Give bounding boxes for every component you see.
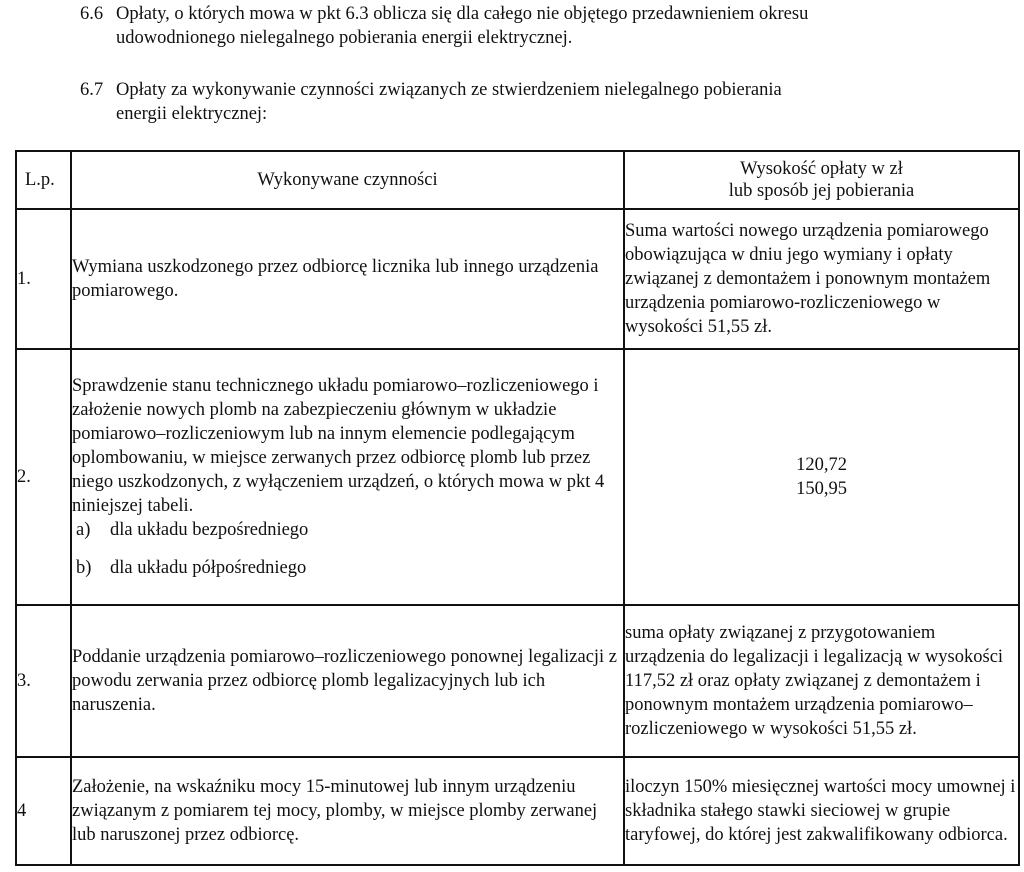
paragraph-6-6 — [80, 2, 980, 50]
fee-a-value: 120,72 — [796, 455, 847, 475]
table-row — [16, 605, 1019, 757]
paragraph-text-line1: Opłaty, o których mowa w pkt 6.3 oblicza się dla całego nie objętego przedawnieniem okresu — [116, 4, 809, 24]
sub-item-a-label: a) — [76, 520, 91, 540]
row-lp: 4 — [16, 757, 71, 865]
row-fee: iloczyn 150% miesięcznej wartości mocy umownej i składnika stałego stawki sieciowej w grupie taryfowej, do której jest zakwalifikowany odbiorca. — [624, 757, 1019, 865]
header-activities: Wykonywane czynności — [71, 151, 624, 209]
sub-item-a — [72, 518, 623, 542]
sub-item-b — [72, 556, 623, 580]
row-activity: Poddanie urządzenia pomiarowo–rozliczeniowego ponownej legalizacji z powodu zerwania przez odbiorcę plomb legalizacyjnych lub ich naruszenia. — [71, 605, 624, 757]
paragraph-number: 6.6 — [80, 4, 104, 24]
row-activity-cell — [71, 349, 624, 605]
header-fee-line2: lub sposób jej pobierania — [728, 181, 915, 201]
row-fee: suma opłaty związanej z przygotowaniem urządzenia do legalizacji i legalizacją w wysokości 117,52 zł oraz opłaty związanej z demontażem i ponownym montażem urządzenia pomiarowo–rozliczeniowego w wysokości 51,55 zł. — [624, 605, 1019, 757]
sub-item-b-label: b) — [76, 558, 92, 578]
paragraph-text-line1: Opłaty za wykonywanie czynności związanych ze stwierdzeniem nielegalnego pobierania — [116, 80, 782, 100]
row-activity: Wymiana uszkodzonego przez odbiorcę licznika lub innego urządzenia pomiarowego. — [71, 209, 624, 349]
table-row — [16, 209, 1019, 349]
paragraph-text-line2: energii elektrycznej: — [116, 104, 268, 124]
row-lp: 2. — [16, 349, 71, 605]
header-lp: L.p. — [16, 151, 71, 209]
header-fee-line1: Wysokość opłaty w zł — [740, 159, 903, 179]
table-row — [16, 757, 1019, 865]
paragraph-number: 6.7 — [80, 80, 104, 100]
table-header-row — [16, 151, 1019, 209]
row-lp: 1. — [16, 209, 71, 349]
row-activity: Założenie, na wskaźniku mocy 15-minutowej lub innym urządzeniu związanym z pomiarem tej mocy, plomby, w miejsce plomby zerwanej lub naruszonej przez odbiorcę. — [71, 757, 624, 865]
row-activity: Sprawdzenie stanu technicznego układu pomiarowo–rozliczeniowego i założenie nowych plomb na zabezpieczeniu głównym w układzie pomiarowo–rozliczeniowym lub na innym elemencie podlegającym oplombowaniu, w miejsce zerwanych przez odbiorcę plomb lub przez niego uszkodzonych, z wyłączeniem urządzeń, o których mowa w pkt 4 niniejszej tabeli. — [72, 376, 605, 516]
fees-table — [15, 150, 1020, 866]
fee-b-value: 150,95 — [796, 479, 847, 499]
row-fee: Suma wartości nowego urządzenia pomiarowego obowiązująca w dniu jego wymiany i opłaty związanej z demontażem i ponownym montażem urządzenia pomiarowo-rozliczeniowego w wysokości 51,55 zł. — [624, 209, 1019, 349]
sub-item-b-text: dla układu półpośredniego — [110, 558, 307, 578]
table-row — [16, 349, 1019, 605]
row-fee-cell — [624, 349, 1019, 605]
row-lp: 3. — [16, 605, 71, 757]
sub-item-a-text: dla układu bezpośredniego — [110, 520, 309, 540]
paragraph-6-7 — [80, 78, 980, 126]
paragraph-text-line2: udowodnionego nielegalnego pobierania energii elektrycznej. — [116, 28, 573, 48]
header-fee — [624, 151, 1019, 209]
